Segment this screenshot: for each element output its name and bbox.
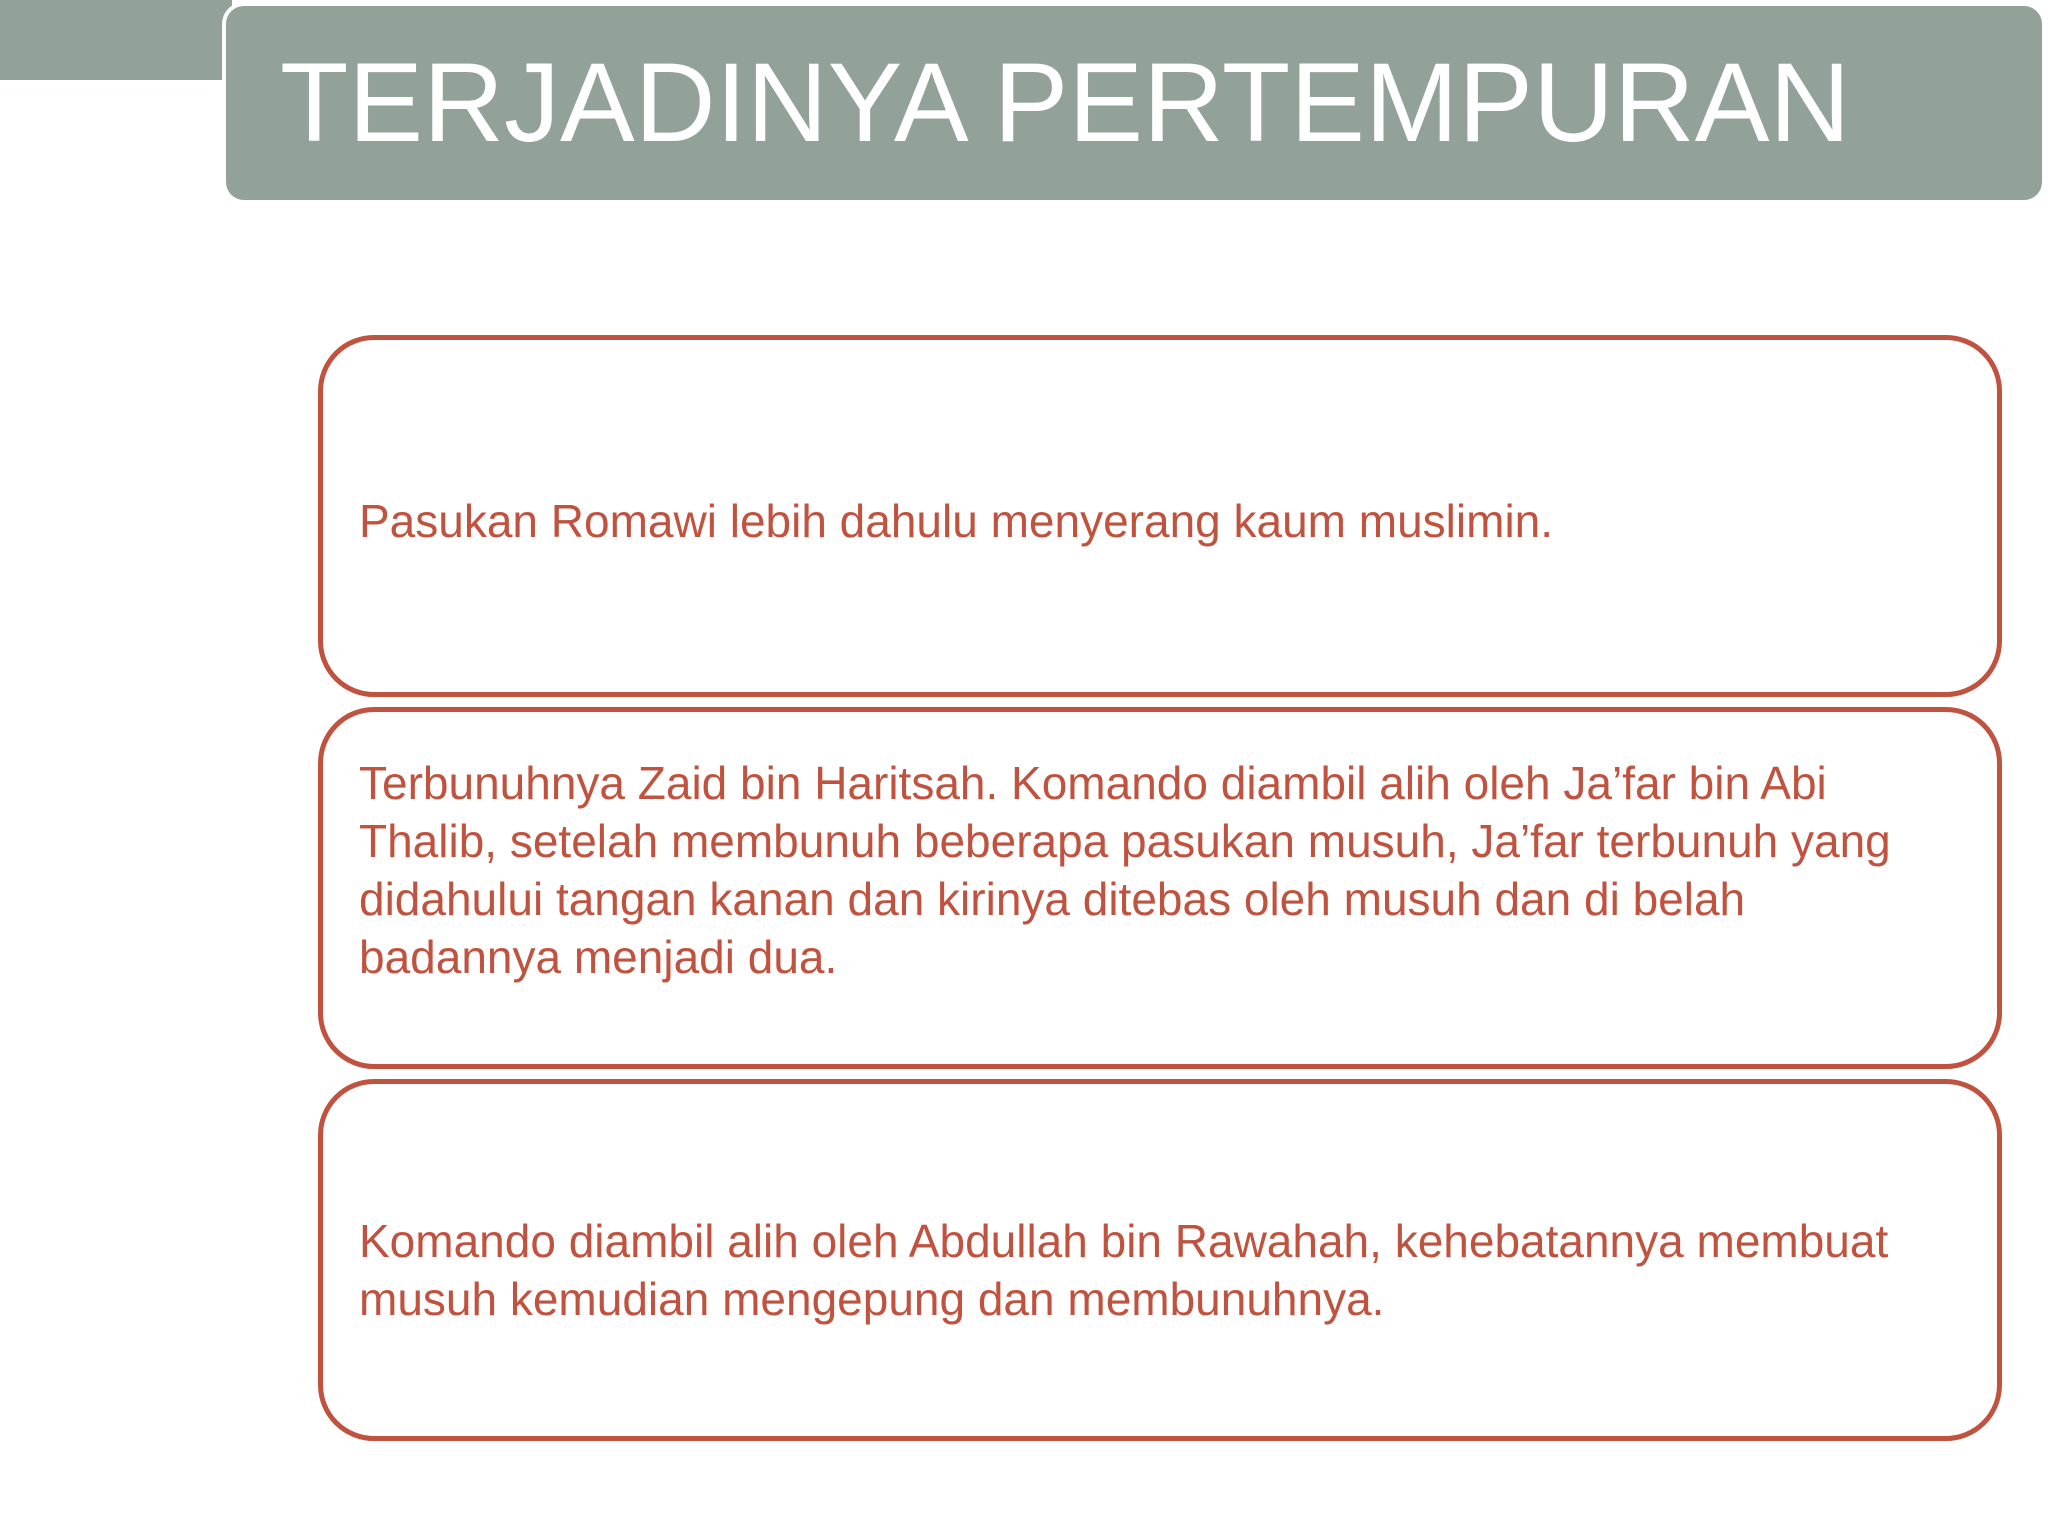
slide-title: TERJADINYA PERTEMPURAN (280, 40, 1851, 165)
decorative-left-bar (0, 0, 232, 80)
content-box-1 (318, 335, 2002, 697)
content-box-3 (318, 1079, 2002, 1441)
content-box-2-text: Terbunuhnya Zaid bin Haritsah. Komando diambil alih oleh Ja’far bin Abi Thalib, setelah membunuh beberapa pasukan musuh, Ja’far terbunuh yang didahului tangan kanan dan kirinya ditebas oleh musuh dan di belah badannya menjadi dua. (359, 757, 1891, 983)
title-banner (222, 2, 2046, 204)
content-box-1-text: Pasukan Romawi lebih dahulu menyerang kaum muslimin. (359, 495, 1554, 547)
content-box-2 (318, 707, 2002, 1069)
content-box-3-text: Komando diambil alih oleh Abdullah bin Rawahah, kehebatannya membuat musuh kemudian mengepung dan membunuhnya. (359, 1215, 1889, 1325)
